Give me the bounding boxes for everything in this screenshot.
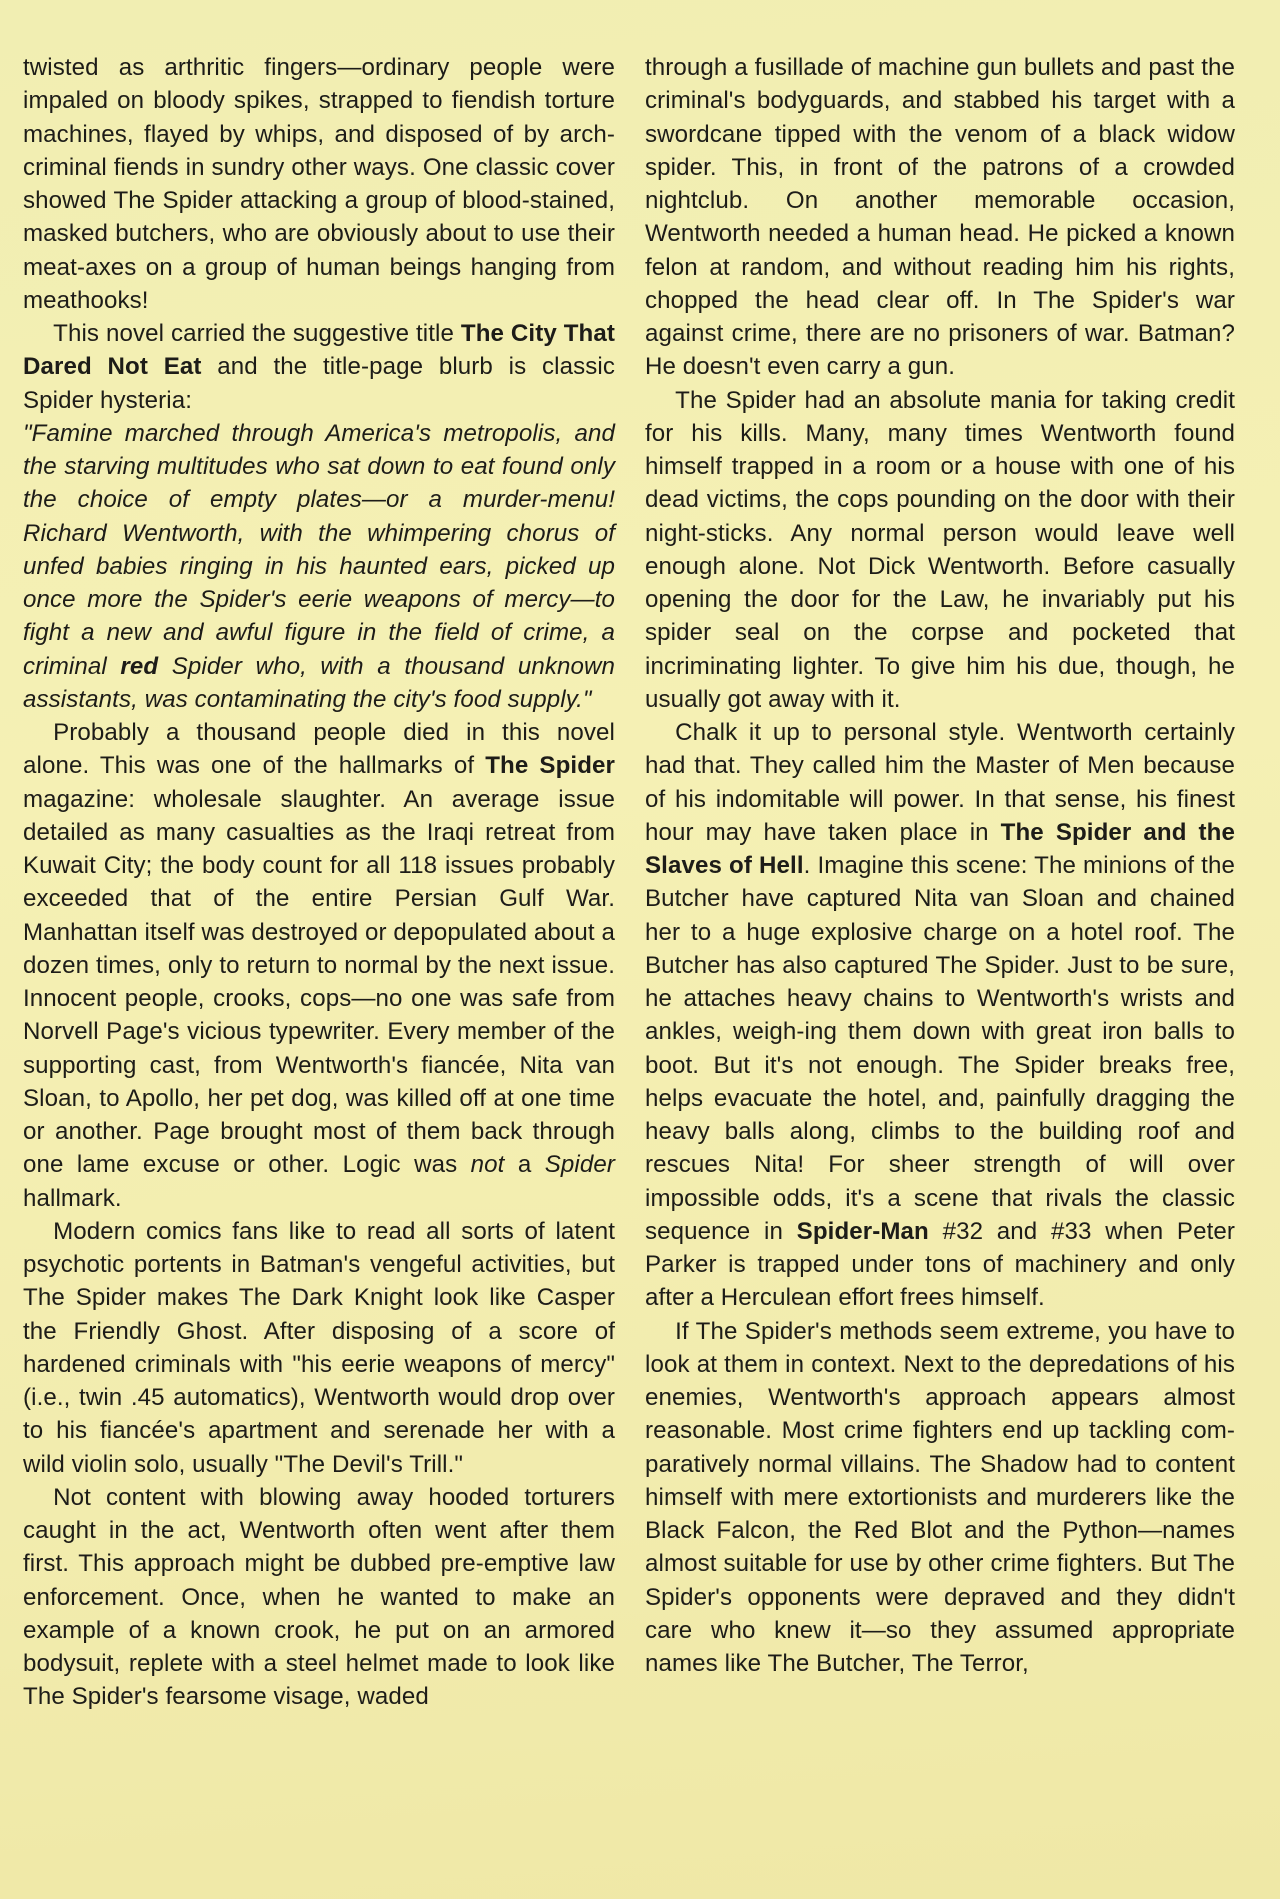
emphasis: red — [120, 652, 159, 680]
novel-title: The Spider and the Slaves of Hell — [645, 818, 1236, 879]
paragraph: Not content with blowing away hooded torturers caught in the act, Wentworth often went after them first. This approach might be dubbed pre-emptive law enforcement. Once, when he wanted to make an example of a known crook, he put on an armored bodysuit, replete with a steel helmet made to look like The Spider's fearsome visage, waded — [23, 1483, 615, 1711]
paragraph: twisted as arthritic fingers—ordinary people were impaled on bloody spikes, strapped to fiendish torture machines, flayed by whips, and disposed of by arch-criminal fiends in sundry other ways. One classic cover showed The Spider attacking a group of blood-stained, masked butchers, who are obviously about to use their meat-axes on a group of human beings hanging from meathooks! — [23, 54, 615, 314]
paragraph: Modern comics fans like to read all sorts of latent psychotic portents in Batman's vengeful activities, but The Spider makes The Dark Knight look like Casper the Friendly Ghost. After disposing of a score of hardened criminals with "his eerie weapons of mercy" (i.e., twin .45 automatics), Wentworth would drop over to his fiancée's apartment and serenade her with a wild violin solo, usually "The Devil's Trill." — [23, 1217, 615, 1478]
left-column — [23, 51, 615, 1714]
paragraph: The Spider had an absolute mania for taking credit for his kills. Many, many times Wentworth found himself trapped in a room or a house with one of his dead victims, the cops pounding on the door with their night-sticks. Any normal person would leave well enough alone. Not Dick Wentworth. Before casually opening the door for the Law, he invariably put his spider seal on the corpse and pocketed that incriminating lighter. To give him his due, though, he usually got away with it. — [645, 386, 1235, 713]
paragraph: through a fusillade of machine gun bullets and past the criminal's bodyguards, and stabbed his target with a swordcane tipped with the venom of a black widow spider. This, in front of the patrons of a crowded nightclub. On another memorable occasion, Wentworth needed a human head. He picked a known felon at random, and without reading him his rights, chopped the head clear off. In The Spider's war against crime, there are no prisoners of war. Batman? He doesn't even carry a gun. — [645, 54, 1235, 381]
novel-title: The City That Dared Not Eat — [23, 320, 615, 381]
paragraph: Chalk it up to personal style. Wentworth certainly had that. They called him the Master of Men because of his indomitable will power. In that sense, his finest hour may have taken place in The Spider and the Slaves of Hell. Imagine this scene: The minions of the Butcher have captured Nita van Sloan and chained her to a huge explosive charge on a hotel roof. The Butcher has also captured The Spider. Just to be sure, he attaches heavy chains to Wentworth's wrists and ankles, weigh-ing them down with great iron balls to boot. But it's not enough. The Spider breaks free, helps evacuate the hotel, and, painfully dragging the heavy balls along, climbs to the building roof and rescues Nita! For sheer strength of will over impossible odds, it's a scene that rivals the classic sequence in Spider-Man #32 and #33 when Peter Parker is trapped under tons of machinery and only after a Herculean effort frees himself. — [645, 719, 1236, 1312]
emphasis: not — [470, 1151, 505, 1179]
paragraph: If The Spider's methods seem extreme, you have to look at them in context. Next to the depredations of his enemies, Wentworth's approach appears almost reasonable. Most crime fighters end up tackling com-paratively normal villains. The Shadow had to content himself with mere extortionists and murderers like the Black Falcon, the Red Blot and the Python—names almost suitable for use by other crime fighters. But The Spider's opponents were depraved and they didn't care who knew it—so they assumed appropriate names like The Butcher, The Terror, — [645, 1317, 1235, 1677]
paragraph: Probably a thousand people died in this novel alone. This was one of the hallmarks of The Spider magazine: wholesale slaughter. An average issue detailed as many casualties as the Iraqi retreat from Kuwait City; the body count for all 118 issues probably exceeded that of the entire Persian Gulf War. Manhattan itself was destroyed or depopulated about a dozen times, only to return to normal by the next issue. Innocent people, crooks, cops—no one was safe from Norvell Page's vicious typewriter. Every member of the supporting cast, from Wentworth's fiancée, Nita van Sloan, to Apollo, her pet dog, was killed off at one time or another. Page brought most of them back through one lame excuse or other. Logic was not a Spider hallmark. — [23, 719, 615, 1212]
blurb-quote: "Famine marched through America's metropolis, and the starving multitudes who sat down to eat found only the choice of empty plates—or a murder-menu! Richard Wentworth, with the whimpering chorus of unfed babies ringing in his haunted ears, picked up once more the Spider's eerie weapons of mercy—to fight a new and awful figure in the field of crime, a criminal red Spider who, with a thousand unknown assistants, was contaminating the city's food supply." — [23, 419, 615, 713]
right-column — [645, 51, 1235, 1680]
comic-title: Spider-Man — [796, 1217, 929, 1245]
emphasis: Spider — [544, 1151, 615, 1179]
paragraph: This novel carried the suggestive title The City That Dared Not Eat and the title-page blurb is classic Spider hysteria: — [23, 320, 615, 414]
magazine-title: The Spider — [485, 752, 615, 780]
